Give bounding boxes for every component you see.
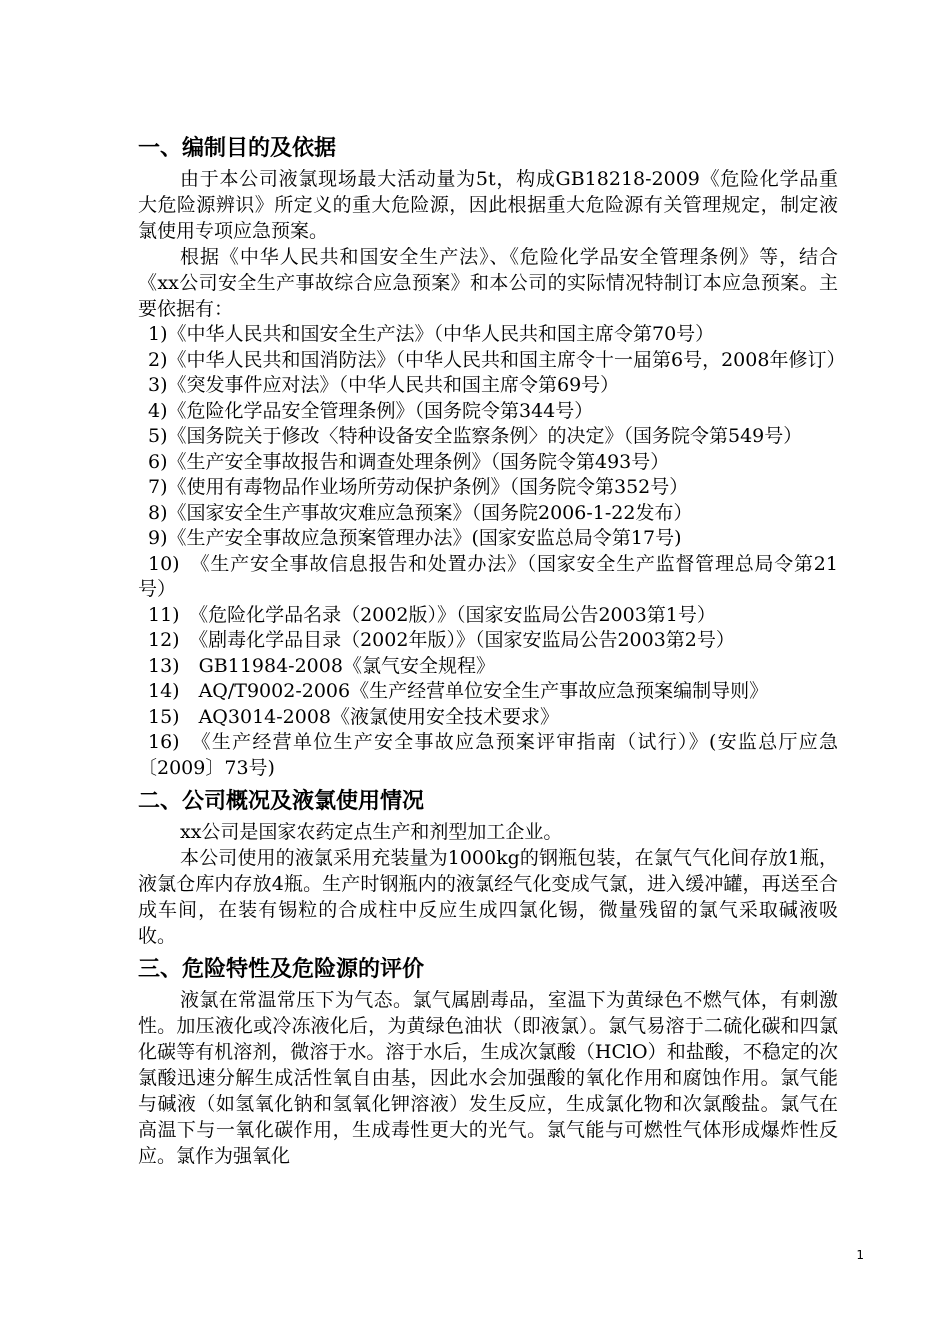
page-content	[138, 132, 846, 1169]
reference-item: 8)《国家安全生产事故灾难应急预案》（国务院2006-1-22发布）	[148, 501, 693, 524]
reference-item: 15) AQ3014-2008《液氯使用安全技术要求》	[148, 705, 560, 728]
page-number: 1	[856, 1248, 864, 1262]
reference-item: 9)《生产安全事故应急预案管理办法》(国家安监总局令第17号)	[148, 527, 682, 549]
reference-item: 3)《突发事件应对法》（中华人民共和国主席令第69号）	[148, 374, 620, 396]
paragraph-hazard-1: 液氯在常温常压下为气态。氯气属剧毒品，室温下为黄绿色不燃气体，有刺激性。加压液化或冷冻液化后，为黄绿色油状（即液氯）。氯气易溶于二硫化碳和四氯化碳等有机溶剂，微溶于水。溶于水后，生成次氯酸（HClO）和盐酸，不稳定的次氯酸迅速分解生成活性氧自由基，因此水会加强酸的氧化作用和腐蚀作用。氯气能与碱液（如氢氧化钠和氢氧化钾溶液）发生反应，生成氯化物和次氯酸盐。氯气在高温下与一氧化碳作用，生成毒性更大的光气。氯气能与可燃性气体形成爆炸性反应。氯作为强氧化	[138, 989, 838, 1167]
reference-item: 6)《生产安全事故报告和调查处理条例》（国务院令第493号）	[148, 450, 670, 473]
section-heading-purpose: 一、编制目的及依据	[138, 136, 337, 161]
reference-list	[138, 322, 846, 781]
reference-item: 10) 《生产安全事故信息报告和处置办法》（国家安全生产监督管理总局令第21号）	[138, 552, 838, 600]
reference-item: 14) AQ/T9002-2006《生产经营单位安全生产事故应急预案编制导则》	[148, 680, 769, 702]
reference-item: 2)《中华人民共和国消防法》（中华人民共和国主席令十一届第6号，2008年修订）	[148, 348, 846, 371]
reference-item: 12) 《剧毒化学品目录（2002年版）》（国家安监局公告2003第2号）	[148, 629, 735, 651]
section-heading-hazard: 三、危险特性及危险源的评价	[138, 957, 425, 982]
reference-item: 5)《国务院关于修改〈特种设备安全监察条例〉的决定》（国务院令第549号）	[148, 425, 803, 447]
paragraph-purpose-1: 由于本公司液氯现场最大活动量为5t，构成GB18218-2009《危险化学品重大危险源辨识》所定义的重大危险源，因此根据重大危险源有关管理规定，制定液氯使用专项应急预案。	[138, 168, 838, 242]
reference-item: 4)《危险化学品安全管理条例》（国务院令第344号）	[148, 399, 594, 422]
reference-item: 11) 《危险化学品名录（2002版）》（国家安监局公告2003第1号）	[148, 603, 716, 626]
paragraph-purpose-2: 根据《中华人民共和国安全生产法》、《危险化学品安全管理条例》等，结合《xx公司安全生产事故综合应急预案》和本公司的实际情况特制订本应急预案。主要依据有：	[138, 246, 838, 320]
reference-item: 16) 《生产经营单位生产安全事故应急预案评审指南（试行）》(安监总厅应急〔2009〕73号)	[138, 731, 838, 779]
reference-item: 7)《使用有毒物品作业场所劳动保护条例》（国务院令第352号）	[148, 476, 689, 498]
reference-item: 13) GB11984-2008《氯气安全规程》	[148, 654, 495, 677]
paragraph-company-1: xx公司是国家农药定点生产和剂型加工企业。	[180, 821, 563, 843]
reference-item: 1)《中华人民共和国安全生产法》（中华人民共和国主席令第70号）	[148, 323, 715, 345]
paragraph-company-2: 本公司使用的液氯采用充装量为1000kg的钢瓶包装，在氯气气化间存放1瓶，液氯仓库内存放4瓶。生产时钢瓶内的液氯经气化变成气氯，进入缓冲罐，再送至合成车间，在装有锡粒的合成柱中反应生成四氯化锡，微量残留的氯气采取碱液吸收。	[138, 847, 838, 947]
section-heading-company: 二、公司概况及液氯使用情况	[138, 789, 425, 814]
